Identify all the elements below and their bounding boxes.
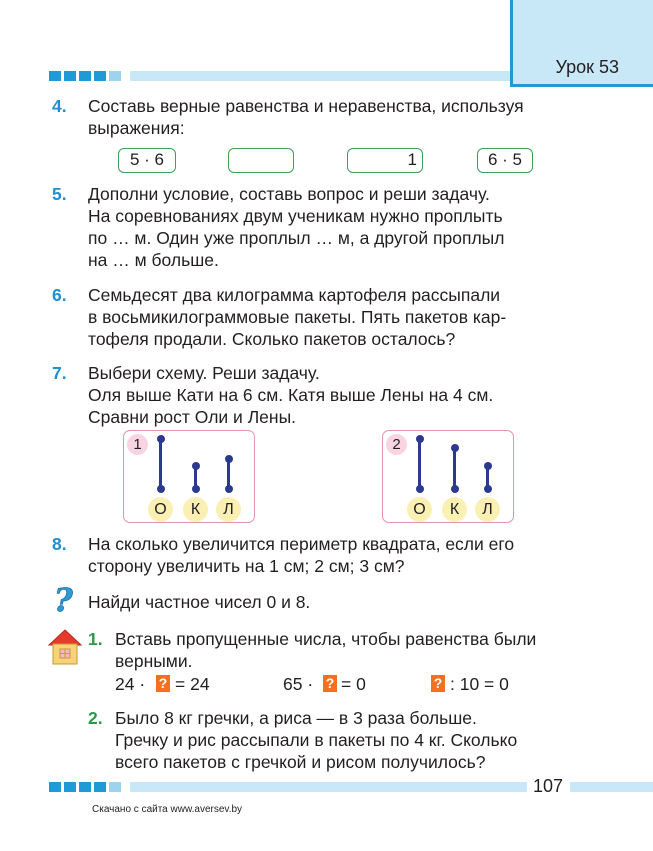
label-k: К <box>442 497 467 522</box>
lesson-tab <box>510 0 653 87</box>
footer-bar <box>130 782 527 792</box>
missing-number-box: ? <box>323 675 337 692</box>
task-4-number: 4. <box>52 96 67 116</box>
homework-2-text-line: всего пакетов с гречкой и рисом получилось? <box>115 752 486 772</box>
task-7-number: 7. <box>52 363 67 383</box>
missing-number-box: ? <box>431 675 445 692</box>
expression-box: 1 <box>347 148 423 173</box>
task-6-number: 6. <box>52 285 67 305</box>
homework-2-text-line: Было 8 кг гречки, а риса — в 3 раза больше. <box>115 708 477 728</box>
task-5-number: 5. <box>52 184 67 204</box>
schema-number: 1 <box>127 434 148 455</box>
question-task-text: Найди частное чисел 0 и 8. <box>88 592 311 612</box>
task-6-text-line: Семьдесят два килограмма картофеля рассыпали <box>88 285 501 305</box>
task-7-text-line: Выбери схему. Реши задачу. <box>88 363 320 383</box>
homework-2-text-line: Гречку и рис рассыпали в пакеты по 4 кг. Сколько <box>115 730 518 750</box>
equation-3-right: : 10 = 0 <box>450 674 509 694</box>
page-number: 107 <box>533 776 564 796</box>
homework-1-text-line: верными. <box>115 651 193 671</box>
task-7-text-line: Оля выше Кати на 6 см. Катя выше Лены на 4 см. <box>88 385 494 405</box>
height-bar <box>194 466 197 489</box>
task-5-text-line: по … м. Один уже проплыл … м, а другой проплыл <box>88 228 505 248</box>
height-bar <box>159 439 162 489</box>
expression-box: 6 · 5 <box>477 148 533 173</box>
task-4-text-line: Составь верные равенства и неравенства, используя <box>88 96 524 116</box>
lesson-title: Урок 53 <box>555 57 619 77</box>
label-o: О <box>148 497 173 522</box>
footer-decor <box>49 782 121 792</box>
label-l: Л <box>475 497 500 522</box>
label-k: К <box>183 497 208 522</box>
equation-2-right: = 0 <box>341 674 366 694</box>
header-decor <box>49 71 121 81</box>
label-l: Л <box>216 497 241 522</box>
task-8-text-line: На сколько увеличится периметр квадрата, если его <box>88 534 515 554</box>
equation-2-left: 65 · <box>283 674 314 694</box>
label-o: О <box>407 497 432 522</box>
task-7-text-line: Сравни рост Оли и Лены. <box>88 407 297 427</box>
expression-box: 5 · 6 <box>118 148 176 173</box>
header-bar <box>130 71 510 81</box>
height-bar <box>453 448 456 489</box>
source-note: Скачано с сайта www.aversev.by <box>92 804 243 815</box>
height-bar <box>486 466 489 489</box>
equation-1-right: = 24 <box>175 674 210 694</box>
task-6-text-line: в восьмикилограммовые пакеты. Пять пакетов кар- <box>88 307 507 327</box>
svg-text:?: ? <box>54 583 73 617</box>
missing-number-box: ? <box>156 675 170 692</box>
expression-box <box>228 148 294 173</box>
task-8-text-line: сторону увеличить на 1 см; 2 см; 3 см? <box>88 556 405 576</box>
house-icon <box>47 628 83 666</box>
equation-1-left: 24 · <box>115 674 146 694</box>
homework-1-number: 1. <box>88 629 103 649</box>
question-mark-icon <box>52 583 78 617</box>
schema-number: 2 <box>386 434 407 455</box>
homework-2-number: 2. <box>88 708 103 728</box>
homework-1-text-line: Вставь пропущенные числа, чтобы равенства были <box>115 629 537 649</box>
task-8-number: 8. <box>52 534 67 554</box>
task-5-text-line: на … м больше. <box>88 250 219 270</box>
height-bar <box>227 459 230 489</box>
footer-bar <box>570 782 653 792</box>
task-6-text-line: тофеля продали. Сколько пакетов осталось? <box>88 329 456 349</box>
task-5-text-line: Дополни условие, составь вопрос и реши задачу. <box>88 184 490 204</box>
height-bar <box>418 439 421 489</box>
task-4-text-line: выражения: <box>88 118 185 138</box>
task-5-text-line: На соревнованиях двум ученикам нужно проплыть <box>88 206 503 226</box>
